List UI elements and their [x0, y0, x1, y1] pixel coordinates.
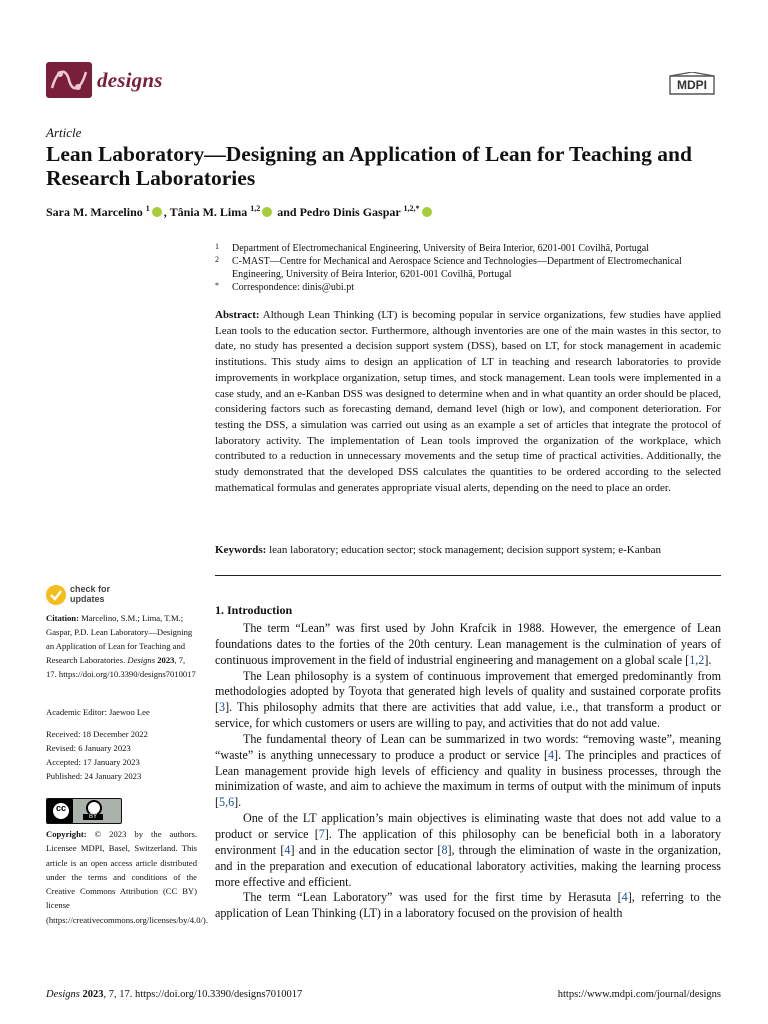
- affiliation-number: 1: [215, 242, 219, 251]
- journal-logo-icon: [46, 62, 92, 98]
- paragraph: The term “Lean” was first used by John Krafcik in 1988. However, the emergence of Lean foundations dates to the forties of the 20th century. Lean management is the culmination of years of continuous improvement in the field of industrial engineering and management on a global scale [1,2].: [215, 621, 721, 667]
- affiliation-1: [215, 242, 720, 255]
- article-type: Article: [46, 125, 82, 140]
- affiliation-text: C-MAST—Centre for Mechanical and Aerospace Science and Technologies—Department of Electromechanical Engineering, University of Beira Interior, 6201-001 Covilhã, Portugal: [232, 256, 682, 280]
- author-separator: ,: [163, 205, 170, 219]
- citation-text: Marcelino, S.M.; Lima, T.M.; Gaspar, P.D. Lean Laboratory—Designing an Application of Lean for Teaching and Research Laboratories.: [46, 613, 193, 665]
- author-name[interactable]: Tânia M. Lima: [169, 205, 248, 219]
- affiliation-text: Department of Electromechanical Engineering, University of Beira Interior, 6201-001 Covilhã, Portugal: [232, 243, 649, 254]
- affiliation-number: 2: [215, 255, 219, 264]
- publisher-name: MDPI: [677, 78, 707, 92]
- journal-name[interactable]: designs: [97, 68, 163, 92]
- citation-ref[interactable]: 3: [219, 700, 226, 715]
- date-received: Received: 18 December 2022: [46, 729, 148, 739]
- orcid-icon[interactable]: [422, 207, 432, 217]
- paragraph: The term “Lean Laboratory” was used for the first time by Herasuta [4], referring to the application of Lean Thinking (LT) in a laboratory focused on the provision of health: [215, 890, 721, 921]
- footer-journal-url[interactable]: https://www.mdpi.com/journal/designs: [557, 989, 721, 1000]
- correspondence: [215, 281, 720, 294]
- section-body: [215, 621, 721, 922]
- dates: [46, 727, 198, 783]
- citation-doi-link[interactable]: , 7, 17. https://doi.org/10.3390/designs7010017: [46, 655, 196, 679]
- orcid-icon[interactable]: [262, 207, 272, 217]
- citation-ref[interactable]: 8: [441, 842, 448, 857]
- paragraph: The fundamental theory of Lean can be summarized in two words: “removing waste”, meaning “waste” is anything unnecessary to produce a product or service [4]. The principles and practices of Lean management provide high levels of efficiency and quality in business processes, through the minimization of waste, and aim to achieve the maximum in terms of output with the minimum of inputs [5,6].: [215, 731, 721, 810]
- keywords: [215, 543, 721, 558]
- footer-doi-link[interactable]: , 7, 17. https://doi.org/10.3390/designs7010017: [103, 989, 303, 1000]
- footer-citation: [46, 989, 302, 1000]
- academic-editor: Academic Editor: Jaewoo Lee: [46, 707, 150, 717]
- author-affiliation: 1: [145, 204, 150, 213]
- footer-journal: Designs: [46, 989, 80, 1000]
- check-for-updates-icon[interactable]: [46, 585, 66, 605]
- abstract-text: Although Lean Thinking (LT) is becoming popular in service organizations, few studies have applied Lean tools to the education sector. Furthermore, although inventories are one of the main wastes in this sector, to date, no study has presented a decision support system (DSS), based on LT, for stock management in academic institutions. This study aims to design an application of LT in teaching and research laboratories to provide improvements in workplace organization, setup times, and stock management. Lean tools were implemented in a case study, and an e-Kanban DSS was designed to determine when and in what quantity an order should be placed, considering factors such as forecasting demand, demand level (high or low), and component deterioration. For testing the DSS, a simulation was carried out using as an example a set of articles that integrate the protocol of laboratory activity. The implementation of Lean tools improved the organization of the workplace, which contributed to a reduction in unnecessary movements and the setup time of practical activities. Additionally, the study demonstrated that the developed DSS calculates the quantities to be ordered according to the selected mathematical formulas and generates appropriate visual alerts, depending on the need to place an order.: [215, 309, 721, 494]
- author-name[interactable]: Sara M. Marcelino: [46, 205, 143, 219]
- correspondence-text[interactable]: Correspondence: dinis@ubi.pt: [232, 282, 354, 293]
- author-affiliation: 1,2: [250, 204, 261, 213]
- author-name[interactable]: Pedro Dinis Gaspar: [299, 205, 401, 219]
- orcid-icon[interactable]: [152, 207, 162, 217]
- copyright-text: © 2023 by the authors. Licensee MDPI, Basel, Switzerland. This article is an open access article distributed under the terms and conditions of the Creative Commons Attribution (CC BY) license (https://creativecommons.org/licenses/by/4.0/).: [46, 829, 208, 925]
- date-revised: Revised: 6 January 2023: [46, 743, 131, 753]
- copyright-notice: [46, 827, 208, 927]
- check-updates-line-2: updates: [70, 594, 105, 604]
- citation-ref[interactable]: 4: [621, 890, 628, 905]
- paragraph: The Lean philosophy is a system of continuous improvement that emerged predominantly from methodologies adopted by Toyota that generated high levels of quality and sustained corporate profits [3]. This philosophy admits that there are activities that add value, i.e., that transform a product or service, for which customers or users are willing to pay, and activities that do not add value.: [215, 668, 721, 731]
- keywords-label: Keywords:: [215, 544, 267, 556]
- paragraph: One of the LT application’s main objectives is eliminating waste that does not add value to a product or service [7]. The application of this philosophy can be beneficial both in a laboratory environment [4] and in the education sector [8], through the elimination of waste in the organization, and in the preparation and execution of educational laboratory activities, making the learning process more effective and efficient.: [215, 811, 721, 889]
- citation-label: Citation:: [46, 613, 79, 623]
- article-title: Lean Laboratory—Designing an Application of Lean for Teaching and Research Laboratories: [46, 142, 692, 190]
- date-accepted: Accepted: 17 January 2023: [46, 757, 140, 767]
- footer-year: 2023: [82, 989, 104, 1000]
- abstract-label: Abstract:: [215, 309, 260, 321]
- check-updates-line-1: check for: [70, 584, 111, 594]
- citation-ref[interactable]: 5,6: [219, 795, 235, 810]
- date-published: Published: 24 January 2023: [46, 771, 142, 781]
- cc-label: cc: [55, 803, 66, 813]
- author-list: [46, 204, 434, 220]
- copyright-label: Copyright:: [46, 829, 87, 839]
- divider: [215, 575, 721, 576]
- citation-ref[interactable]: 4: [548, 747, 555, 762]
- citation-ref[interactable]: 4: [284, 842, 291, 857]
- affiliation-number: *: [215, 281, 219, 290]
- citation-journal: Designs: [127, 655, 156, 665]
- check-for-updates-link[interactable]: [70, 584, 110, 604]
- citation-ref[interactable]: 7: [318, 826, 325, 841]
- author-separator: and: [274, 205, 300, 219]
- by-label: BY: [83, 814, 103, 820]
- author-affiliation: 1,2,*: [403, 204, 420, 213]
- affiliation-2: [215, 255, 720, 281]
- citation: [46, 611, 198, 681]
- abstract: [215, 308, 721, 496]
- citation-ref[interactable]: 1,2: [689, 652, 705, 667]
- keywords-text: lean laboratory; education sector; stock management; decision support system; e-Kanban: [266, 544, 661, 556]
- section-heading: 1. Introduction: [215, 603, 293, 617]
- citation-year: 2023: [157, 655, 175, 665]
